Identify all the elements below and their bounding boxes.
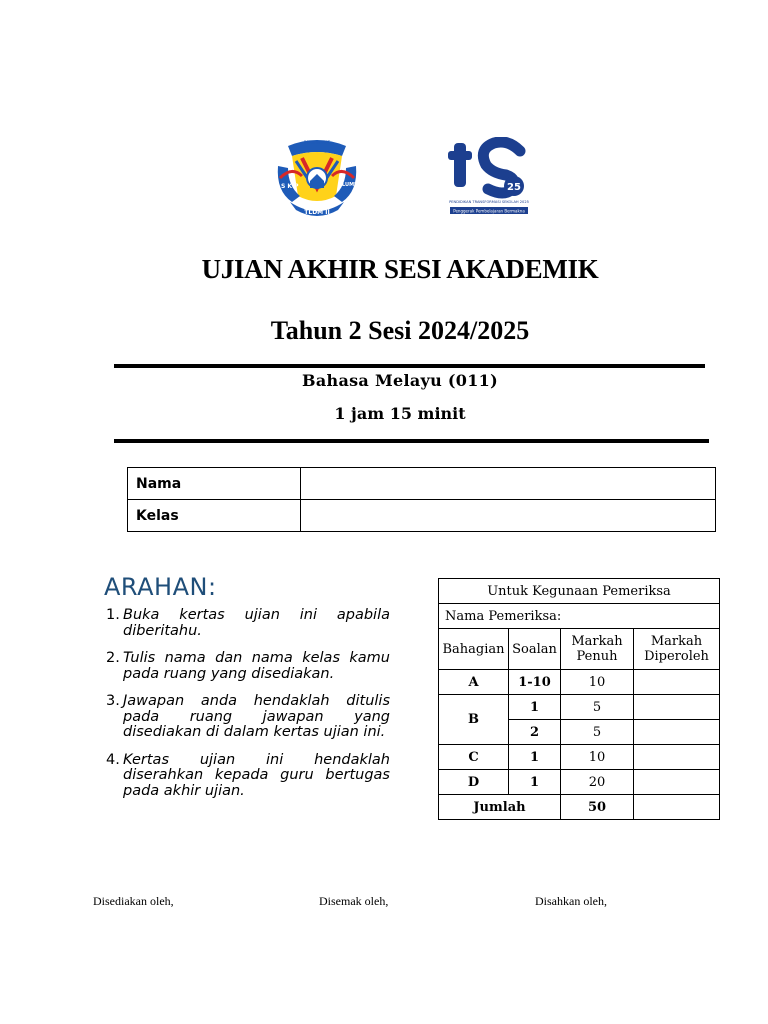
section-cell: B <box>439 695 509 745</box>
exam-year-session: Tahun 2 Sesi 2024/2025 <box>270 316 530 345</box>
class-field[interactable] <box>301 500 716 532</box>
marks-table-title: Untuk Kegunaan Pemeriksa <box>439 579 720 604</box>
obtained-marks-cell[interactable] <box>634 670 720 695</box>
item-text: Kertas ujian ini hendaklah diserahkan kepada guru bertugas pada akhir ujian. <box>123 751 390 799</box>
school-top-text: BERKHIDMAT <box>303 140 331 145</box>
student-info-table <box>127 467 716 532</box>
obtained-marks-cell[interactable] <box>634 745 720 770</box>
class-label: Kelas <box>128 500 301 532</box>
exam-duration: 1 jam 15 minit <box>334 404 466 423</box>
item-text: Tulis nama dan nama kelas kamu pada ruang yang disediakan. <box>123 650 390 682</box>
full-marks-cell: 20 <box>561 770 634 795</box>
section-cell: A <box>439 670 509 695</box>
item-number: 1. <box>106 607 120 623</box>
school-bottom-text: TLDM II <box>304 209 330 216</box>
question-cell: 1 <box>509 770 561 795</box>
full-marks-cell: 5 <box>561 720 634 745</box>
exam-title: UJIAN AKHIR SESI AKADEMIK <box>201 254 599 284</box>
total-full-marks: 50 <box>561 795 634 820</box>
bottom-divider <box>114 439 709 443</box>
subject-name: Bahasa Melayu (011) <box>302 371 498 390</box>
list-item <box>106 608 390 639</box>
full-marks-cell: 5 <box>561 695 634 720</box>
table-row <box>439 795 720 820</box>
ts25-caption: PENDIDIKAN TRANSFORMASI SEKOLAH 2025 <box>449 200 529 204</box>
list-item <box>106 651 390 682</box>
section-cell: D <box>439 770 509 795</box>
table-row <box>439 604 720 629</box>
header-question: Soalan <box>509 629 561 670</box>
header-full-marks: Markah Penuh <box>561 629 634 670</box>
section-cell: C <box>439 745 509 770</box>
school-left-text: S K P <box>281 183 299 190</box>
full-marks-cell: 10 <box>561 745 634 770</box>
examiner-name-field[interactable]: Nama Pemeriksa: <box>439 604 720 629</box>
table-row <box>128 500 716 532</box>
table-row <box>439 745 720 770</box>
question-cell: 1-10 <box>509 670 561 695</box>
question-cell: 2 <box>509 720 561 745</box>
ts25-banner: Penggerak Pembelajaran Bermakna <box>453 208 525 214</box>
item-number: 2. <box>106 650 120 666</box>
name-label: Nama <box>128 468 301 500</box>
table-row <box>439 770 720 795</box>
prepared-by-label: Disediakan oleh, <box>93 894 174 908</box>
header-marks-obtained: Markah Diperoleh <box>634 629 720 670</box>
list-item <box>106 694 390 741</box>
question-cell: 1 <box>509 695 561 720</box>
instructions-list <box>106 608 390 811</box>
approved-by-label: Disahkan oleh, <box>535 894 607 908</box>
item-text: Buka kertas ujian ini apabila diberitahu. <box>123 607 390 639</box>
header-section: Bahagian <box>439 629 509 670</box>
table-row <box>439 695 720 720</box>
examiner-marks-table <box>438 578 720 820</box>
school-crest-logo <box>272 136 362 218</box>
question-cell: 1 <box>509 745 561 770</box>
obtained-marks-cell[interactable] <box>634 720 720 745</box>
ts25-number: 25 <box>507 182 521 193</box>
table-row <box>128 468 716 500</box>
full-marks-cell: 10 <box>561 670 634 695</box>
checked-by-label: Disemak oleh, <box>319 894 389 908</box>
instructions-heading: ARAHAN: <box>104 573 217 601</box>
name-field[interactable] <box>301 468 716 500</box>
top-divider <box>114 364 705 368</box>
item-text: Jawapan anda hendaklah ditulis pada ruang jawapan yang disediakan di dalam kertas ujian ini. <box>123 693 390 740</box>
item-number: 3. <box>106 693 120 709</box>
table-row <box>439 579 720 604</box>
table-row <box>439 670 720 695</box>
list-item <box>106 753 390 800</box>
table-row <box>439 629 720 670</box>
obtained-marks-cell[interactable] <box>634 695 720 720</box>
total-obtained-marks[interactable] <box>634 795 720 820</box>
item-number: 4. <box>106 751 120 768</box>
total-label: Jumlah <box>439 795 561 820</box>
obtained-marks-cell[interactable] <box>634 770 720 795</box>
school-right-text: LUMUT <box>342 182 362 188</box>
ts25-logo <box>448 137 530 217</box>
